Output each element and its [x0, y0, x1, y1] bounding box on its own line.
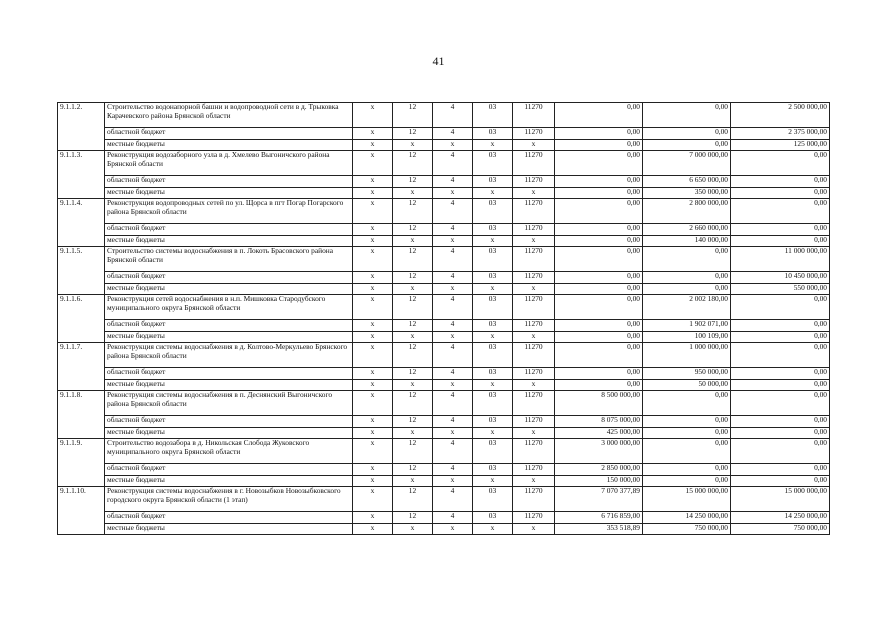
amount-year-2: 15 000 000,00: [643, 487, 731, 512]
section-code: 12: [393, 439, 433, 464]
table-subrow: [58, 176, 830, 188]
expense-code: 11270: [513, 439, 555, 464]
section-code: х: [393, 187, 433, 199]
expense-code: 11270: [513, 391, 555, 416]
table-subrow: [58, 139, 830, 151]
expense-code: 11270: [513, 416, 555, 428]
amount-year-3: 125 000,00: [731, 139, 830, 151]
amount-year-1: 0,00: [555, 176, 643, 188]
amount-year-2: 0,00: [643, 247, 731, 272]
table-subrow: [58, 187, 830, 199]
section-code: х: [393, 283, 433, 295]
budget-source: местные бюджеты: [105, 283, 353, 295]
table-subrow: [58, 523, 830, 535]
kind-code: х: [353, 176, 393, 188]
amount-year-3: 15 000 000,00: [731, 487, 830, 512]
amount-year-2: 0,00: [643, 439, 731, 464]
budget-source: областной бюджет: [105, 176, 353, 188]
section-code: 12: [393, 224, 433, 236]
amount-year-3: 0,00: [731, 187, 830, 199]
target-code: х: [473, 523, 513, 535]
kind-code: х: [353, 320, 393, 332]
subsection-code: 4: [433, 487, 473, 512]
target-code: 03: [473, 128, 513, 140]
budget-source: областной бюджет: [105, 512, 353, 524]
amount-year-1: 7 070 377,89: [555, 487, 643, 512]
section-code: 12: [393, 247, 433, 272]
kind-code: х: [353, 283, 393, 295]
expense-code: 11270: [513, 272, 555, 284]
amount-year-2: 0,00: [643, 139, 731, 151]
amount-year-3: 10 450 000,00: [731, 272, 830, 284]
amount-year-3: 0,00: [731, 391, 830, 416]
expense-code: 11270: [513, 464, 555, 476]
table-subrow: [58, 272, 830, 284]
subsection-code: 4: [433, 295, 473, 320]
budget-source: областной бюджет: [105, 272, 353, 284]
kind-code: х: [353, 272, 393, 284]
kind-code: х: [353, 235, 393, 247]
amount-year-2: 0,00: [643, 475, 731, 487]
target-code: 03: [473, 416, 513, 428]
amount-year-1: 0,00: [555, 283, 643, 295]
expense-code: х: [513, 139, 555, 151]
table-row: [58, 295, 830, 320]
amount-year-2: 100 109,00: [643, 331, 731, 343]
amount-year-1: 0,00: [555, 235, 643, 247]
expense-code: 11270: [513, 247, 555, 272]
amount-year-3: 0,00: [731, 343, 830, 368]
amount-year-2: 2 800 000,00: [643, 199, 731, 224]
amount-year-2: 140 000,00: [643, 235, 731, 247]
amount-year-1: 425 000,00: [555, 427, 643, 439]
amount-year-3: 0,00: [731, 464, 830, 476]
subsection-code: 4: [433, 368, 473, 380]
budget-source: местные бюджеты: [105, 235, 353, 247]
section-code: 12: [393, 151, 433, 176]
target-code: 03: [473, 247, 513, 272]
expense-code: х: [513, 475, 555, 487]
expense-code: 11270: [513, 151, 555, 176]
amount-year-3: 0,00: [731, 475, 830, 487]
item-code: 9.1.1.3.: [58, 151, 105, 199]
target-code: 03: [473, 343, 513, 368]
amount-year-3: 0,00: [731, 320, 830, 332]
subsection-code: х: [433, 187, 473, 199]
amount-year-2: 14 250 000,00: [643, 512, 731, 524]
amount-year-1: 150 000,00: [555, 475, 643, 487]
amount-year-1: 3 000 000,00: [555, 439, 643, 464]
budget-source: местные бюджеты: [105, 523, 353, 535]
kind-code: х: [353, 128, 393, 140]
amount-year-3: 11 000 000,00: [731, 247, 830, 272]
table-body: [58, 103, 830, 535]
table-subrow: [58, 379, 830, 391]
subsection-code: х: [433, 283, 473, 295]
amount-year-1: 0,00: [555, 247, 643, 272]
item-name: Реконструкция сетей водоснабжения в н.п. Мишковка Стародубского муниципального округа Брянской области: [105, 295, 353, 320]
item-name: Реконструкция системы водоснабжения в г. Новозыбков Новозыбковского городского округа Брянской области (1 этап): [105, 487, 353, 512]
kind-code: х: [353, 512, 393, 524]
amount-year-2: 0,00: [643, 283, 731, 295]
kind-code: х: [353, 439, 393, 464]
section-code: 12: [393, 343, 433, 368]
subsection-code: 4: [433, 128, 473, 140]
subsection-code: х: [433, 139, 473, 151]
subsection-code: 4: [433, 151, 473, 176]
subsection-code: 4: [433, 343, 473, 368]
section-code: 12: [393, 391, 433, 416]
amount-year-2: 0,00: [643, 103, 731, 128]
kind-code: х: [353, 187, 393, 199]
target-code: 03: [473, 272, 513, 284]
amount-year-3: 0,00: [731, 379, 830, 391]
item-code: 9.1.1.7.: [58, 343, 105, 391]
amount-year-2: 7 000 000,00: [643, 151, 731, 176]
budget-source: местные бюджеты: [105, 139, 353, 151]
table-subrow: [58, 283, 830, 295]
target-code: х: [473, 331, 513, 343]
section-code: 12: [393, 416, 433, 428]
amount-year-1: 353 518,89: [555, 523, 643, 535]
subsection-code: 4: [433, 224, 473, 236]
amount-year-3: 0,00: [731, 368, 830, 380]
amount-year-1: 0,00: [555, 128, 643, 140]
expense-code: х: [513, 379, 555, 391]
table-row: [58, 103, 830, 128]
item-name: Реконструкция системы водоснабжения в п. Деснянский Выгоничского района Брянской области: [105, 391, 353, 416]
amount-year-3: 0,00: [731, 235, 830, 247]
section-code: х: [393, 379, 433, 391]
kind-code: х: [353, 331, 393, 343]
expense-code: х: [513, 331, 555, 343]
subsection-code: 4: [433, 391, 473, 416]
subsection-code: 4: [433, 247, 473, 272]
amount-year-2: 0,00: [643, 464, 731, 476]
table-row: [58, 199, 830, 224]
amount-year-2: 350 000,00: [643, 187, 731, 199]
table-row: [58, 247, 830, 272]
amount-year-2: 2 002 180,00: [643, 295, 731, 320]
subsection-code: 4: [433, 512, 473, 524]
expense-code: х: [513, 283, 555, 295]
amount-year-2: 0,00: [643, 391, 731, 416]
budget-source: областной бюджет: [105, 464, 353, 476]
kind-code: х: [353, 416, 393, 428]
expense-code: 11270: [513, 320, 555, 332]
amount-year-3: 0,00: [731, 176, 830, 188]
kind-code: х: [353, 151, 393, 176]
item-code: 9.1.1.6.: [58, 295, 105, 343]
budget-source: местные бюджеты: [105, 427, 353, 439]
section-code: 12: [393, 295, 433, 320]
kind-code: х: [353, 343, 393, 368]
target-code: 03: [473, 295, 513, 320]
section-code: х: [393, 331, 433, 343]
item-code: 9.1.1.4.: [58, 199, 105, 247]
target-code: 03: [473, 368, 513, 380]
amount-year-3: 2 375 000,00: [731, 128, 830, 140]
expense-code: 11270: [513, 224, 555, 236]
budget-source: областной бюджет: [105, 368, 353, 380]
amount-year-3: 0,00: [731, 199, 830, 224]
amount-year-2: 750 000,00: [643, 523, 731, 535]
section-code: 12: [393, 272, 433, 284]
target-code: 03: [473, 391, 513, 416]
amount-year-2: 1 902 071,00: [643, 320, 731, 332]
section-code: 12: [393, 103, 433, 128]
amount-year-1: 0,00: [555, 199, 643, 224]
amount-year-2: 0,00: [643, 272, 731, 284]
amount-year-3: 0,00: [731, 151, 830, 176]
target-code: 03: [473, 439, 513, 464]
section-code: х: [393, 139, 433, 151]
budget-source: областной бюджет: [105, 224, 353, 236]
kind-code: х: [353, 103, 393, 128]
amount-year-3: 550 000,00: [731, 283, 830, 295]
kind-code: х: [353, 247, 393, 272]
table-subrow: [58, 416, 830, 428]
item-name: Реконструкция водопроводных сетей по ул. Щорса в пгт Погар Погарского района Брянской области: [105, 199, 353, 224]
budget-source: местные бюджеты: [105, 379, 353, 391]
amount-year-3: 0,00: [731, 439, 830, 464]
target-code: х: [473, 427, 513, 439]
table-row: [58, 487, 830, 512]
expense-code: 11270: [513, 128, 555, 140]
item-code: 9.1.1.8.: [58, 391, 105, 439]
target-code: 03: [473, 512, 513, 524]
expense-code: х: [513, 427, 555, 439]
expense-code: х: [513, 235, 555, 247]
table-subrow: [58, 512, 830, 524]
amount-year-2: 50 000,00: [643, 379, 731, 391]
subsection-code: 4: [433, 199, 473, 224]
expense-code: 11270: [513, 487, 555, 512]
target-code: 03: [473, 199, 513, 224]
amount-year-3: 750 000,00: [731, 523, 830, 535]
amount-year-1: 0,00: [555, 379, 643, 391]
section-code: 12: [393, 320, 433, 332]
table-subrow: [58, 235, 830, 247]
budget-source: областной бюджет: [105, 128, 353, 140]
kind-code: х: [353, 295, 393, 320]
amount-year-1: 0,00: [555, 272, 643, 284]
item-code: 9.1.1.5.: [58, 247, 105, 295]
subsection-code: х: [433, 427, 473, 439]
amount-year-1: 8 500 000,00: [555, 391, 643, 416]
expense-code: 11270: [513, 103, 555, 128]
target-code: х: [473, 139, 513, 151]
item-code: 9.1.1.9.: [58, 439, 105, 487]
amount-year-3: 2 500 000,00: [731, 103, 830, 128]
kind-code: х: [353, 475, 393, 487]
section-code: 12: [393, 464, 433, 476]
amount-year-2: 1 000 000,00: [643, 343, 731, 368]
subsection-code: 4: [433, 416, 473, 428]
subsection-code: х: [433, 523, 473, 535]
amount-year-1: 0,00: [555, 295, 643, 320]
expense-code: 11270: [513, 343, 555, 368]
amount-year-3: 0,00: [731, 416, 830, 428]
expense-code: 11270: [513, 368, 555, 380]
kind-code: х: [353, 368, 393, 380]
target-code: х: [473, 187, 513, 199]
budget-source: местные бюджеты: [105, 187, 353, 199]
kind-code: х: [353, 523, 393, 535]
section-code: х: [393, 235, 433, 247]
budget-source: областной бюджет: [105, 416, 353, 428]
item-name: Реконструкция системы водоснабжения в д. Колтово-Меркульево Брянского района Брянской области: [105, 343, 353, 368]
expense-code: 11270: [513, 199, 555, 224]
amount-year-2: 0,00: [643, 427, 731, 439]
target-code: 03: [473, 103, 513, 128]
budget-source: областной бюджет: [105, 320, 353, 332]
subsection-code: х: [433, 379, 473, 391]
item-name: Реконструкция водозаборного узла в д. Хмелево Выгоничского района Брянской области: [105, 151, 353, 176]
section-code: 12: [393, 368, 433, 380]
expense-code: х: [513, 187, 555, 199]
target-code: 03: [473, 151, 513, 176]
amount-year-1: 0,00: [555, 103, 643, 128]
kind-code: х: [353, 391, 393, 416]
target-code: 03: [473, 176, 513, 188]
target-code: 03: [473, 224, 513, 236]
kind-code: х: [353, 427, 393, 439]
amount-year-3: 0,00: [731, 295, 830, 320]
expense-code: х: [513, 523, 555, 535]
target-code: 03: [473, 464, 513, 476]
section-code: 12: [393, 512, 433, 524]
amount-year-1: 2 850 000,00: [555, 464, 643, 476]
amount-year-1: 0,00: [555, 151, 643, 176]
budget-source: местные бюджеты: [105, 331, 353, 343]
amount-year-2: 0,00: [643, 128, 731, 140]
table-row: [58, 151, 830, 176]
subsection-code: 4: [433, 176, 473, 188]
item-code: 9.1.1.2.: [58, 103, 105, 151]
item-name: Строительство водозабора в д. Никольская Слобода Жуковского муниципального округа Брянской области: [105, 439, 353, 464]
amount-year-1: 0,00: [555, 368, 643, 380]
table-row: [58, 343, 830, 368]
target-code: х: [473, 475, 513, 487]
amount-year-2: 6 650 000,00: [643, 176, 731, 188]
table-subrow: [58, 368, 830, 380]
kind-code: х: [353, 464, 393, 476]
section-code: 12: [393, 128, 433, 140]
table-subrow: [58, 475, 830, 487]
table-subrow: [58, 427, 830, 439]
target-code: х: [473, 235, 513, 247]
amount-year-1: 6 716 859,00: [555, 512, 643, 524]
amount-year-2: 0,00: [643, 416, 731, 428]
target-code: х: [473, 379, 513, 391]
amount-year-1: 0,00: [555, 139, 643, 151]
kind-code: х: [353, 199, 393, 224]
amount-year-1: 0,00: [555, 224, 643, 236]
section-code: х: [393, 475, 433, 487]
amount-year-1: 0,00: [555, 187, 643, 199]
section-code: 12: [393, 199, 433, 224]
target-code: 03: [473, 320, 513, 332]
kind-code: х: [353, 379, 393, 391]
amount-year-1: 0,00: [555, 343, 643, 368]
subsection-code: 4: [433, 272, 473, 284]
subsection-code: х: [433, 235, 473, 247]
budget-source: местные бюджеты: [105, 475, 353, 487]
item-code: 9.1.1.10.: [58, 487, 105, 535]
subsection-code: 4: [433, 439, 473, 464]
table-subrow: [58, 128, 830, 140]
table-row: [58, 391, 830, 416]
subsection-code: 4: [433, 103, 473, 128]
subsection-code: 4: [433, 464, 473, 476]
expense-code: 11270: [513, 176, 555, 188]
amount-year-2: 2 660 000,00: [643, 224, 731, 236]
amount-year-3: 14 250 000,00: [731, 512, 830, 524]
budget-table: [57, 102, 830, 535]
item-name: Строительство системы водоснабжения в п. Локоть Брасовского района Брянской области: [105, 247, 353, 272]
amount-year-1: 0,00: [555, 320, 643, 332]
subsection-code: х: [433, 475, 473, 487]
expense-code: 11270: [513, 512, 555, 524]
target-code: х: [473, 283, 513, 295]
section-code: 12: [393, 487, 433, 512]
kind-code: х: [353, 487, 393, 512]
section-code: 12: [393, 176, 433, 188]
amount-year-1: 0,00: [555, 331, 643, 343]
subsection-code: 4: [433, 320, 473, 332]
section-code: х: [393, 427, 433, 439]
amount-year-3: 0,00: [731, 331, 830, 343]
table-subrow: [58, 224, 830, 236]
target-code: 03: [473, 487, 513, 512]
item-name: Строительство водонапорной башни и водопроводной сети в д. Трыковка Карачевского района Брянской области: [105, 103, 353, 128]
amount-year-3: 0,00: [731, 224, 830, 236]
table-row: [58, 439, 830, 464]
page-number: 41: [432, 54, 445, 68]
table-subrow: [58, 331, 830, 343]
amount-year-3: 0,00: [731, 427, 830, 439]
table-subrow: [58, 320, 830, 332]
kind-code: х: [353, 224, 393, 236]
kind-code: х: [353, 139, 393, 151]
expense-code: 11270: [513, 295, 555, 320]
amount-year-1: 8 075 000,00: [555, 416, 643, 428]
section-code: х: [393, 523, 433, 535]
subsection-code: х: [433, 331, 473, 343]
table-subrow: [58, 464, 830, 476]
amount-year-2: 950 000,00: [643, 368, 731, 380]
